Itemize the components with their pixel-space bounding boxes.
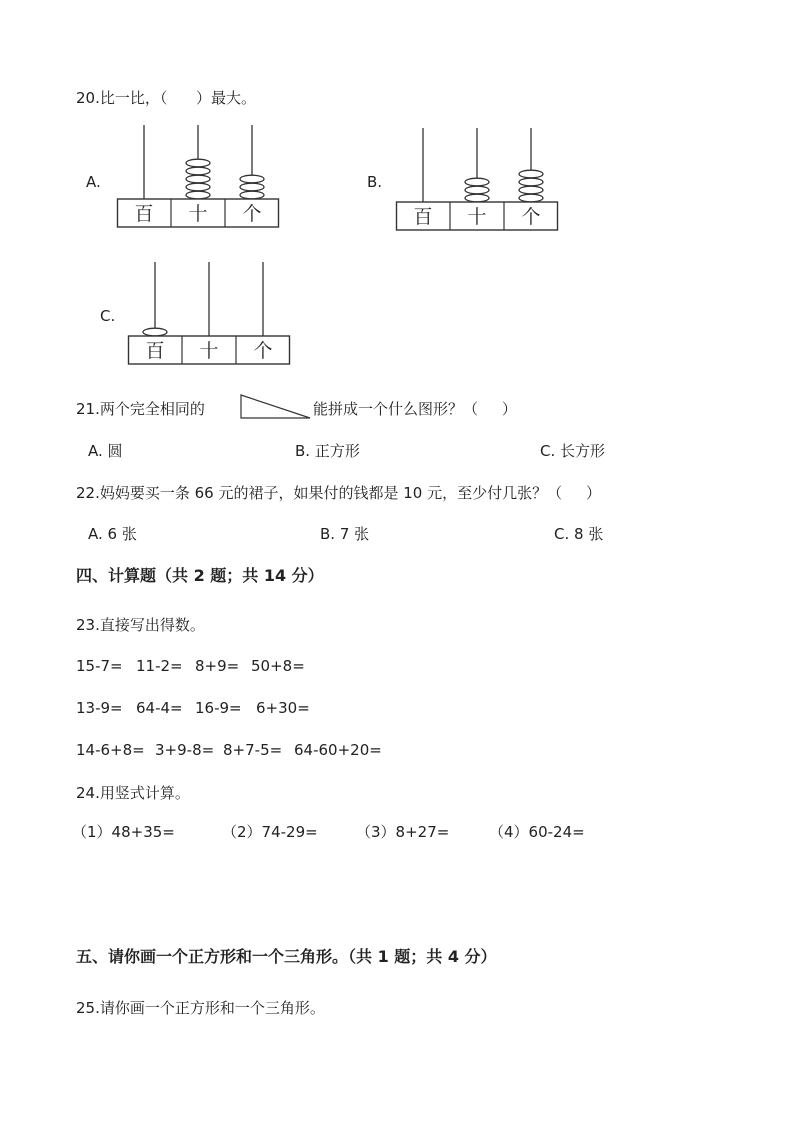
- calc-item: 11-2=: [136, 657, 183, 675]
- q21-option-a: A. 圆: [88, 442, 123, 460]
- calc-item: 3+9-8=: [155, 741, 215, 759]
- question-25: 25.请你画一个正方形和一个三角形。: [76, 999, 325, 1017]
- abacus-bead-ones: [240, 183, 264, 191]
- calc-item: 13-9=: [76, 699, 123, 717]
- abacus-bead-tens: [186, 175, 210, 183]
- abacus-bead-tens: [186, 159, 210, 167]
- question-22: 22.妈妈要买一条 66 元的裙子，如果付的钱都是 10 元，至少付几张？（ ）: [76, 484, 601, 502]
- vertical-calc-item-3: （3）8+27=: [356, 823, 450, 841]
- q22-option-c: C. 8 张: [554, 525, 604, 543]
- vertical-calc-item-1: （1）48+35=: [72, 823, 175, 841]
- calc-item: 50+8=: [251, 657, 305, 675]
- abacus-bead-tens: [465, 178, 489, 186]
- calc-item: 8+9=: [195, 657, 240, 675]
- abacus-place-label: 十: [199, 340, 219, 362]
- q22-option-a: A. 6 张: [88, 525, 137, 543]
- abacus-drawing: [128, 262, 290, 366]
- abacus-bead-ones: [519, 194, 543, 202]
- abacus-bead-ones: [519, 186, 543, 194]
- q22-option-b: B. 7 张: [320, 525, 370, 543]
- q21-option-b: B. 正方形: [295, 442, 360, 460]
- question-23: 23.直接写出得数。: [76, 616, 205, 634]
- question-24: 24.用竖式计算。: [76, 784, 190, 802]
- vertical-calc-item-4: （4）60-24=: [489, 823, 585, 841]
- abacus-place-label: 个: [242, 203, 262, 225]
- option-b-label: B.: [367, 173, 383, 191]
- calc-item: 15-7=: [76, 657, 123, 675]
- question-21-text-end: 能拼成一个什么图形？（ ）: [313, 400, 517, 418]
- abacus-bead-ones: [519, 178, 543, 186]
- calc-item: 14-6+8=: [76, 741, 145, 759]
- calc-item: 8+7-5=: [223, 741, 283, 759]
- section-5-title: 五、请你画一个正方形和一个三角形。（共 1 题；共 4 分）: [76, 947, 497, 966]
- calc-item: 6+30=: [256, 699, 310, 717]
- section-4-title: 四、计算题（共 2 题；共 14 分）: [76, 566, 324, 585]
- option-c-label: C.: [100, 307, 116, 325]
- calc-item: 64-4=: [136, 699, 183, 717]
- q21-option-c: C. 长方形: [540, 442, 606, 460]
- vertical-calc-item-2: （2）74-29=: [222, 823, 318, 841]
- abacus-place-label: 十: [188, 203, 208, 225]
- question-21-text-start: 21.两个完全相同的: [76, 400, 205, 418]
- abacus-a: [117, 125, 279, 229]
- calc-item: 64-60+20=: [294, 741, 382, 759]
- right-triangle-figure: [240, 394, 312, 420]
- abacus-b: [396, 128, 558, 232]
- calc-item: 16-9=: [195, 699, 242, 717]
- abacus-bead-tens: [186, 167, 210, 175]
- abacus-place-label: 百: [134, 203, 154, 225]
- abacus-place-label: 个: [521, 206, 541, 228]
- abacus-drawing: [117, 125, 279, 229]
- abacus-c: [128, 262, 290, 366]
- abacus-bead-ones: [240, 191, 264, 199]
- abacus-bead-tens: [465, 194, 489, 202]
- abacus-bead-tens: [465, 186, 489, 194]
- abacus-place-label: 百: [413, 206, 433, 228]
- abacus-bead-hundreds: [143, 328, 167, 336]
- abacus-place-label: 个: [253, 340, 273, 362]
- question-20: 20.比一比，（ ）最大。: [76, 89, 256, 107]
- option-a-label: A.: [86, 173, 101, 191]
- abacus-drawing: [396, 128, 558, 232]
- abacus-bead-tens: [186, 191, 210, 199]
- abacus-place-label: 百: [145, 340, 165, 362]
- abacus-bead-ones: [240, 175, 264, 183]
- abacus-bead-tens: [186, 183, 210, 191]
- abacus-bead-ones: [519, 170, 543, 178]
- abacus-place-label: 十: [467, 206, 487, 228]
